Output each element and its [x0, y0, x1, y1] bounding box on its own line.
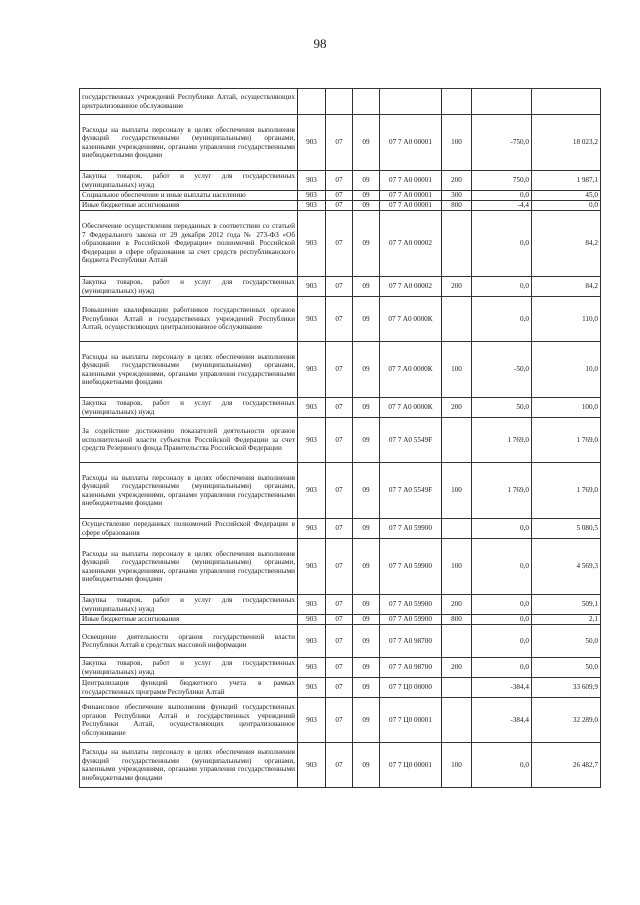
total-amount: 110,0 [532, 297, 601, 342]
subsection-code: 09 [353, 201, 380, 211]
row-name: Финансовое обеспечение выполнения функций государственных органов Республики Алтай и государственных учреждений Республики Алтай, осуществляющих централизованное обслуживание [80, 698, 298, 743]
section-code: 07 [326, 615, 353, 625]
expense-type [442, 625, 472, 658]
total-amount: 18 023,2 [532, 115, 601, 171]
expense-type: 100 [442, 539, 472, 595]
expense-type [442, 89, 472, 115]
expense-type: 800 [442, 615, 472, 625]
table-row [80, 418, 601, 463]
section-code [326, 89, 353, 115]
section-code: 07 [326, 595, 353, 615]
row-name: Освещение деятельности органов государственной власти Республики Алтай в средствах массовой информации [80, 625, 298, 658]
total-amount: 509,1 [532, 595, 601, 615]
total-amount: 1 769,0 [532, 463, 601, 519]
ministry-code [298, 89, 326, 115]
ministry-code: 903 [298, 615, 326, 625]
target-article: 07 7 А0 0000К [380, 297, 442, 342]
table-row [80, 115, 601, 171]
expense-type: 100 [442, 743, 472, 788]
subsection-code: 09 [353, 463, 380, 519]
row-name: Централизация функций бюджетного учета в рамках государственных программ Республики Алтай [80, 678, 298, 698]
table-row [80, 615, 601, 625]
ministry-code: 903 [298, 418, 326, 463]
expense-type: 100 [442, 115, 472, 171]
table-body [80, 89, 601, 788]
section-code: 07 [326, 539, 353, 595]
target-article: 07 7 А0 98700 [380, 625, 442, 658]
ministry-code: 903 [298, 297, 326, 342]
table-row [80, 595, 601, 615]
page-number: 98 [313, 36, 327, 51]
section-code: 07 [326, 463, 353, 519]
row-name: Закупка товаров, работ и услуг для государственных (муниципальных) нужд [80, 658, 298, 678]
change-amount: 0,0 [472, 743, 532, 788]
subsection-code: 09 [353, 658, 380, 678]
change-amount: 1 769,0 [472, 463, 532, 519]
table-row [80, 342, 601, 398]
target-article: 07 7 Ц0 00001 [380, 743, 442, 788]
change-amount: 0,0 [472, 615, 532, 625]
total-amount: 84,2 [532, 277, 601, 297]
change-amount: 0,0 [472, 277, 532, 297]
target-article: 07 7 А0 00001 [380, 115, 442, 171]
target-article: 07 7 А0 98700 [380, 658, 442, 678]
ministry-code: 903 [298, 191, 326, 201]
total-amount: 45,0 [532, 191, 601, 201]
change-amount: -50,0 [472, 342, 532, 398]
total-amount: 50,0 [532, 625, 601, 658]
row-name: Обеспечение осуществления переданных в соответствии со статьей 7 Федерального закона от 29 декабря 2012 года № 273-ФЗ «Об образовании в Российской Федерации» полномочий Российской Федерации в сфере образования за счет средств республиканского бюджета Республики Алтай [80, 211, 298, 277]
change-amount: 750,0 [472, 171, 532, 191]
row-name: Социальное обеспечение и иные выплаты населению [80, 191, 298, 201]
expense-type: 200 [442, 595, 472, 615]
row-name: Расходы на выплаты персоналу в целях обеспечения выполнения функций государственными (муниципальными) органами, казенными учреждениями, органами управления государственными внебюджетными фондами [80, 342, 298, 398]
table-row [80, 625, 601, 658]
subsection-code: 09 [353, 398, 380, 418]
ministry-code: 903 [298, 211, 326, 277]
target-article: 07 7 А0 00001 [380, 191, 442, 201]
section-code: 07 [326, 625, 353, 658]
subsection-code: 09 [353, 171, 380, 191]
expense-type: 200 [442, 398, 472, 418]
row-name: Расходы на выплаты персоналу в целях обеспечения выполнения функций государственными (муниципальными) органами, казенными учреждениями, органами управления государственными внебюджетными фондами [80, 539, 298, 595]
row-name: Закупка товаров, работ и услуг для государственных (муниципальных) нужд [80, 398, 298, 418]
section-code: 07 [326, 398, 353, 418]
ministry-code: 903 [298, 743, 326, 788]
expense-type: 100 [442, 342, 472, 398]
ministry-code: 903 [298, 342, 326, 398]
subsection-code: 09 [353, 698, 380, 743]
target-article: 07 7 А0 59900 [380, 519, 442, 539]
subsection-code: 09 [353, 519, 380, 539]
expense-type [442, 418, 472, 463]
ministry-code: 903 [298, 625, 326, 658]
target-article: 07 7 А0 00002 [380, 277, 442, 297]
section-code: 07 [326, 277, 353, 297]
table-row [80, 211, 601, 277]
ministry-code: 903 [298, 463, 326, 519]
expense-type [442, 519, 472, 539]
table-row [80, 743, 601, 788]
expense-type: 300 [442, 191, 472, 201]
change-amount: -750,0 [472, 115, 532, 171]
total-amount: 33 609,9 [532, 678, 601, 698]
change-amount: 50,0 [472, 398, 532, 418]
total-amount: 4 569,3 [532, 539, 601, 595]
target-article [380, 89, 442, 115]
row-name: Иные бюджетные ассигнования [80, 201, 298, 211]
change-amount: -4,4 [472, 201, 532, 211]
total-amount: 26 482,7 [532, 743, 601, 788]
ministry-code: 903 [298, 277, 326, 297]
table-row [80, 539, 601, 595]
total-amount: 50,0 [532, 658, 601, 678]
subsection-code: 09 [353, 211, 380, 277]
table-row [80, 191, 601, 201]
row-name: Осуществление переданных полномочий Российской Федерации в сфере образования [80, 519, 298, 539]
total-amount: 32 289,0 [532, 698, 601, 743]
total-amount: 10,0 [532, 342, 601, 398]
table-row [80, 463, 601, 519]
expense-type: 100 [442, 463, 472, 519]
section-code: 07 [326, 211, 353, 277]
table-row [80, 698, 601, 743]
change-amount: 0,0 [472, 211, 532, 277]
change-amount: 0,0 [472, 658, 532, 678]
ministry-code: 903 [298, 678, 326, 698]
change-amount: 0,0 [472, 519, 532, 539]
ministry-code: 903 [298, 658, 326, 678]
section-code: 07 [326, 658, 353, 678]
expense-type: 200 [442, 277, 472, 297]
table-row [80, 201, 601, 211]
section-code: 07 [326, 519, 353, 539]
row-name: Закупка товаров, работ и услуг для государственных (муниципальных) нужд [80, 595, 298, 615]
expense-type: 800 [442, 201, 472, 211]
change-amount: 0,0 [472, 539, 532, 595]
expense-type: 200 [442, 658, 472, 678]
table-row [80, 678, 601, 698]
change-amount: -384,4 [472, 678, 532, 698]
table-row [80, 398, 601, 418]
table-row [80, 658, 601, 678]
change-amount [472, 89, 532, 115]
subsection-code: 09 [353, 615, 380, 625]
total-amount: 2,1 [532, 615, 601, 625]
section-code: 07 [326, 297, 353, 342]
ministry-code: 903 [298, 398, 326, 418]
row-name: За содействие достижению показателей деятельности органов исполнительной власти субъектов Российской Федерации за счет средств Резервного фонда Правительства Российской Федерации [80, 418, 298, 463]
row-name: государственных учреждений Республики Алтай, осуществляющих централизованное обслуживание [80, 89, 298, 115]
subsection-code [353, 89, 380, 115]
ministry-code: 903 [298, 201, 326, 211]
section-code: 07 [326, 191, 353, 201]
subsection-code: 09 [353, 418, 380, 463]
target-article: 07 7 А0 00001 [380, 201, 442, 211]
change-amount: 0,0 [472, 595, 532, 615]
ministry-code: 903 [298, 698, 326, 743]
subsection-code: 09 [353, 743, 380, 788]
row-name: Закупка товаров, работ и услуг для государственных (муниципальных) нужд [80, 277, 298, 297]
target-article: 07 7 А0 5549F [380, 463, 442, 519]
subsection-code: 09 [353, 297, 380, 342]
subsection-code: 09 [353, 678, 380, 698]
target-article: 07 7 А0 59900 [380, 615, 442, 625]
table-row [80, 171, 601, 191]
ministry-code: 903 [298, 171, 326, 191]
ministry-code: 903 [298, 115, 326, 171]
section-code: 07 [326, 342, 353, 398]
table-row [80, 277, 601, 297]
table-row [80, 297, 601, 342]
section-code: 07 [326, 678, 353, 698]
expense-type [442, 297, 472, 342]
subsection-code: 09 [353, 342, 380, 398]
section-code: 07 [326, 201, 353, 211]
target-article: 07 7 А0 5549F [380, 418, 442, 463]
subsection-code: 09 [353, 191, 380, 201]
subsection-code: 09 [353, 277, 380, 297]
section-code: 07 [326, 743, 353, 788]
total-amount [532, 89, 601, 115]
total-amount: 0,0 [532, 201, 601, 211]
target-article: 07 7 А0 00001 [380, 171, 442, 191]
expense-type: 200 [442, 171, 472, 191]
row-name: Закупка товаров, работ и услуг для государственных (муниципальных) нужд [80, 171, 298, 191]
row-name: Повышение квалификации работников государственных органов Республики Алтай и государственных учреждений Республики Алтай, осуществляющих централизованное обслуживание [80, 297, 298, 342]
row-name: Расходы на выплаты персоналу в целях обеспечения выполнения функций государственными (муниципальными) органами, казенными учреждениями, органами управления государственными внебюджетными фондами [80, 115, 298, 171]
subsection-code: 09 [353, 115, 380, 171]
change-amount: 0,0 [472, 297, 532, 342]
row-name: Расходы на выплаты персоналу в целях обеспечения выполнения функций государственными (муниципальными) органами, казенными учреждениями, органами управления государственными внебюджетными фондами [80, 743, 298, 788]
total-amount: 1 987,1 [532, 171, 601, 191]
section-code: 07 [326, 418, 353, 463]
table-row [80, 89, 601, 115]
target-article: 07 7 Ц0 00001 [380, 698, 442, 743]
expense-type [442, 211, 472, 277]
table-row [80, 519, 601, 539]
subsection-code: 09 [353, 539, 380, 595]
subsection-code: 09 [353, 595, 380, 615]
section-code: 07 [326, 171, 353, 191]
target-article: 07 7 А0 0000К [380, 398, 442, 418]
expense-type [442, 678, 472, 698]
budget-table [79, 88, 601, 788]
total-amount: 1 769,0 [532, 418, 601, 463]
ministry-code: 903 [298, 539, 326, 595]
target-article: 07 7 А0 59900 [380, 595, 442, 615]
change-amount: -384,4 [472, 698, 532, 743]
total-amount: 84,2 [532, 211, 601, 277]
target-article: 07 7 Ц0 00000 [380, 678, 442, 698]
total-amount: 100,0 [532, 398, 601, 418]
total-amount: 5 080,5 [532, 519, 601, 539]
target-article: 07 7 А0 0000К [380, 342, 442, 398]
ministry-code: 903 [298, 595, 326, 615]
section-code: 07 [326, 698, 353, 743]
change-amount: 0,0 [472, 625, 532, 658]
change-amount: 0,0 [472, 191, 532, 201]
expense-type [442, 698, 472, 743]
target-article: 07 7 А0 00002 [380, 211, 442, 277]
target-article: 07 7 А0 59900 [380, 539, 442, 595]
change-amount: 1 769,0 [472, 418, 532, 463]
row-name: Иные бюджетные ассигнования [80, 615, 298, 625]
ministry-code: 903 [298, 519, 326, 539]
row-name: Расходы на выплаты персоналу в целях обеспечения выполнения функций государственными (муниципальными) органами, казенными учреждениями, органами управления государственными внебюджетными фондами [80, 463, 298, 519]
section-code: 07 [326, 115, 353, 171]
subsection-code: 09 [353, 625, 380, 658]
